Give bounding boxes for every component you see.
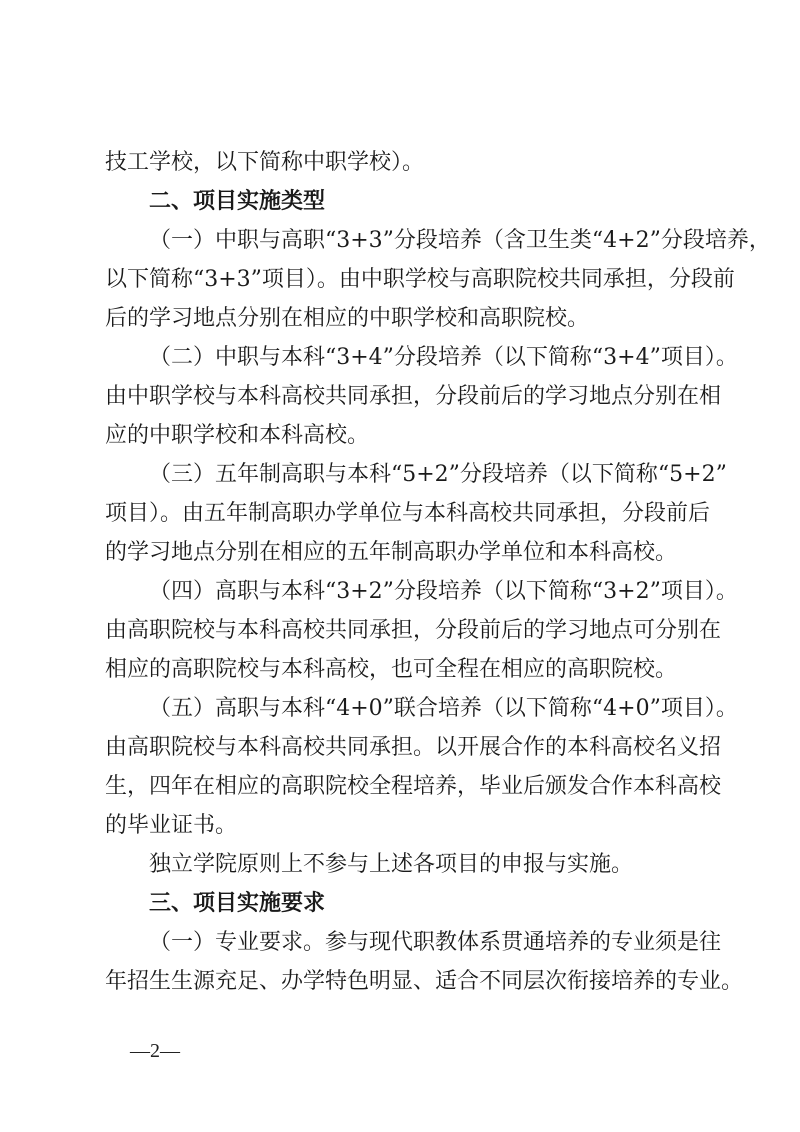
paragraph-line: （五）高职与本科“4+0”联合培养（以下简称“4+0”项目）。	[149, 696, 738, 721]
paragraph-line: 的学习地点分别在相应的五年制高职办学单位和本科高校。	[105, 540, 678, 565]
paragraph-line: 相应的高职院校与本科高校，也可全程在相应的高职院校。	[105, 657, 678, 682]
paragraph-line: （四）高职与本科“3+2”分段培养（以下简称“3+2”项目）。	[149, 579, 738, 604]
paragraph-line: 由高职院校与本科高校共同承担。以开展合作的本科高校名义招	[105, 735, 722, 760]
paragraph-line: 后的学习地点分别在相应的中职学校和高职院校。	[105, 306, 590, 331]
paragraph-line: 技工学校，以下简称中职学校）。	[105, 150, 425, 175]
section-heading: 二、项目实施类型	[149, 189, 326, 214]
paragraph-line: 生，四年在相应的高职院校全程培养，毕业后颁发合作本科高校	[105, 774, 722, 799]
paragraph-line: 由高职院校与本科高校共同承担，分段前后的学习地点可分别在	[105, 618, 722, 643]
paragraph-line: 由中职学校与本科高校共同承担，分段前后的学习地点分别在相	[105, 384, 722, 409]
paragraph-line: （二）中职与本科“3+4”分段培养（以下简称“3+4”项目）。	[149, 345, 738, 370]
section-heading: 三、项目实施要求	[149, 891, 326, 916]
paragraph-line: 项目）。由五年制高职办学单位与本科高校共同承担，分段前后	[105, 501, 711, 526]
paragraph-line: （一）专业要求。参与现代职教体系贯通培养的专业须是往	[149, 930, 722, 955]
paragraph-line: 应的中职学校和本科高校。	[105, 423, 370, 448]
paragraph-line: 的毕业证书。	[105, 813, 238, 838]
page-number: —2—	[130, 1040, 180, 1062]
paragraph-line: 年招生生源充足、办学特色明显、适合不同层次衔接培养的专业。	[105, 969, 744, 994]
paragraph-line: （三）五年制高职与本科“5+2”分段培养（以下简称“5+2”	[149, 462, 727, 487]
paragraph-line: 独立学院原则上不参与上述各项目的申报与实施。	[149, 852, 634, 877]
paragraph-line: （一）中职与高职“3+3”分段培养（含卫生类“4+2”分段培养，	[149, 228, 771, 253]
paragraph-line: 以下简称“3+3”项目）。由中职学校与高职院校共同承担，分段前	[105, 267, 735, 292]
